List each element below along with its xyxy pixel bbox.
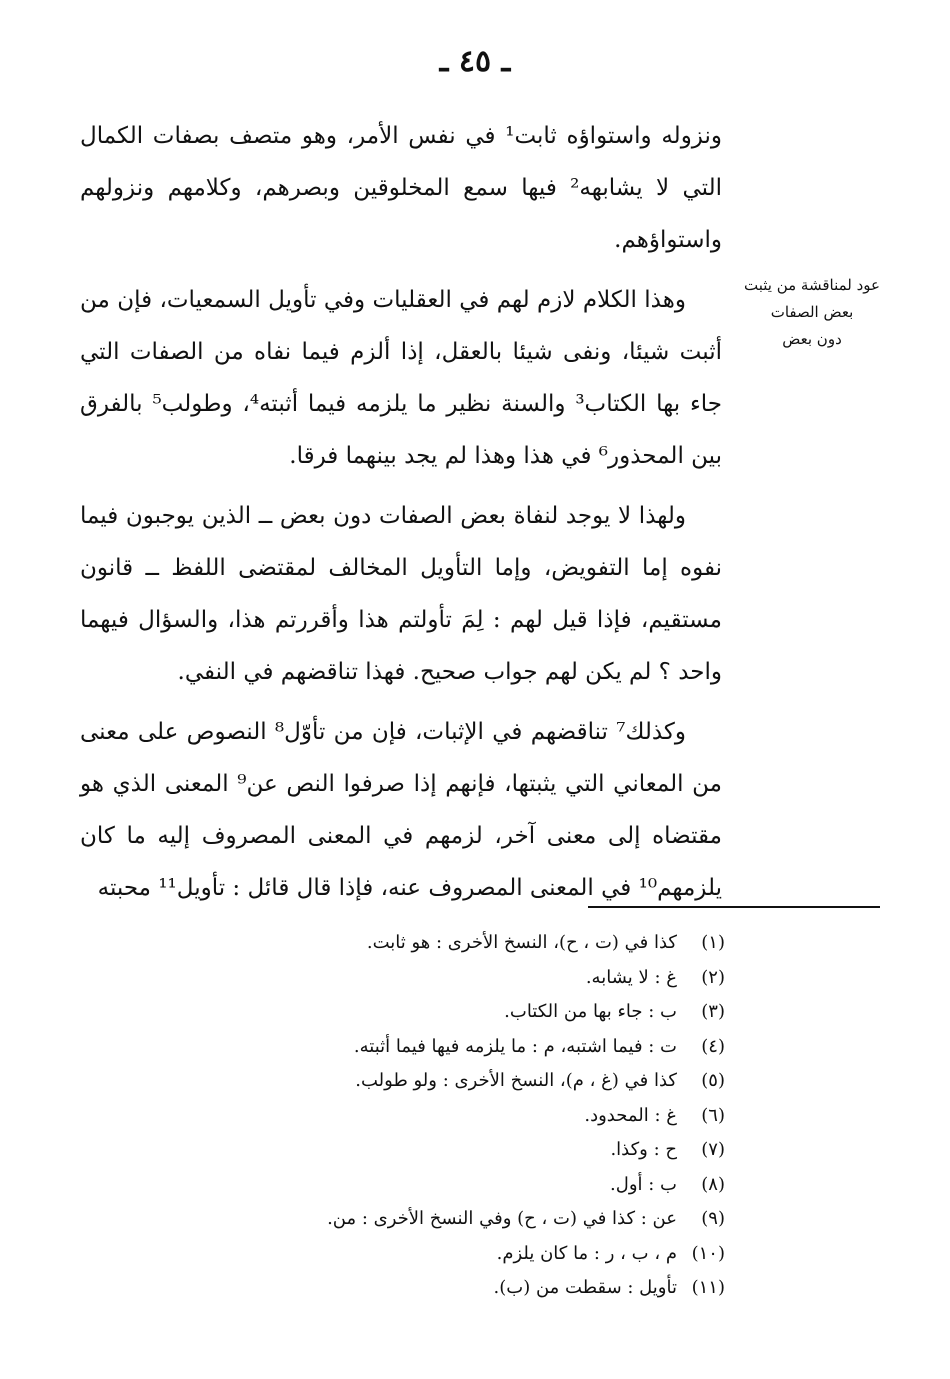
footnote-item [180,1237,725,1272]
main-text [80,110,722,922]
footnote-text: عن : كذا في (ت ، ح) وفي النسخ الأخرى : من. [327,1208,677,1229]
footnote-item [180,1099,725,1134]
footnote-item [180,1202,725,1237]
footnote-number: (١١) [691,1277,725,1298]
footnote-text: ب : جاء بها من الكتاب. [504,1001,677,1022]
footnote-number: (٨) [701,1173,725,1195]
margin-note [738,272,886,353]
footnote-text: م ، ب ، ر : ما كان يلزم. [496,1242,677,1264]
footnote-number: (١) [701,932,725,953]
margin-note-line: عود لمناقشة من يثبت [743,276,881,294]
footnote-text: غ : لا يشابه. [585,966,677,988]
footnote-number: (١٠) [691,1242,725,1264]
paragraph-3: ولهذا لا يوجد لنفاة بعض الصفات دون بعض ــ الذين يوجبون فيما نفوه إما التفويض، وإما التأويل المخالف لمقتضى اللفظ ــ قانون مستقيم، فإذا قيل لهم : لِمَ تأولتم هذا وأقررتم هذا، والسؤال فيهما واحد ؟ لم يكن لهم جواب صحيح. فهذا تناقضهم في النفي. [80,503,722,685]
footnote-divider [588,906,880,908]
footnote-text: تأويل : سقطت من (ب). [493,1277,677,1298]
footnote-number: (٣) [701,1001,725,1022]
paragraph-2: وهذا الكلام لازم لهم في العقليات وفي تأويل السمعيات، فإن من أثبت شيئا، ونفى شيئا بالعقل، إذا ألزم فيما نفاه من الصفات التي جاء بها الكتاب³ والسنة نظير ما يلزمه فيما أثبته⁴، وطولب⁵ بالفرق بين المحذور⁶ في هذا وهذا لم يجد بينهما فرقا. [80,287,722,469]
footnote-text: ت : فيما اشتبه، م : ما يلزمه فيها فيما أثبته. [353,1035,677,1057]
page-number: ـ ٤٥ ـ [439,44,511,79]
footnote-text: غ : المحدود. [584,1104,677,1126]
footnote-item [180,1030,725,1065]
margin-note-line: دون بعض [782,330,842,348]
margin-note-line: بعض الصفات [770,303,854,321]
paragraph-1: ونزوله واستواؤه ثابت¹ في نفس الأمر، وهو متصف بصفات الكمال التي لا يشابهه² فيها سمع المخلوقين وبصرهم، وكلامهم ونزولهم واستواؤهم. [80,123,722,253]
footnote-number: (٥) [701,1070,725,1091]
footnote-item [180,1064,725,1099]
footnote-item [180,1271,725,1306]
footnote-number: (٩) [701,1208,725,1229]
footnote-text: كذا في (غ ، م)، النسخ الأخرى : ولو طولب. [355,1070,677,1091]
footnote-number: (٢) [701,966,725,988]
footnote-number: (٧) [701,1139,725,1160]
footnote-text: ب : أول. [610,1173,677,1195]
footnote-item [180,961,725,996]
paragraph-4: وكذلك⁷ تناقضهم في الإثبات، فإن من تأوّل⁸ النصوص على معنى من المعاني التي يثبتها، فإنهم إذا صرفوا النص عن⁹ المعنى الذي هو مقتضاه إلى معنى آخر، لزمهم في المعنى المصروف إليه ما كان يلزمهم¹⁰ في المعنى المصروف عنه، فإذا قال قائل : تأويل¹¹ محبته [80,719,722,901]
footnote-item [180,1168,725,1203]
footnote-number: (٤) [701,1035,725,1057]
footnote-item [180,926,725,961]
footnote-number: (٦) [701,1104,725,1126]
footnote-item [180,995,725,1030]
footnote-text: كذا في (ت ، ح)، النسخ الأخرى : هو ثابت. [366,932,677,953]
footnote-item [180,1133,725,1168]
footnote-text: ح : وكذا. [610,1139,677,1160]
footnotes-list [180,926,725,1306]
